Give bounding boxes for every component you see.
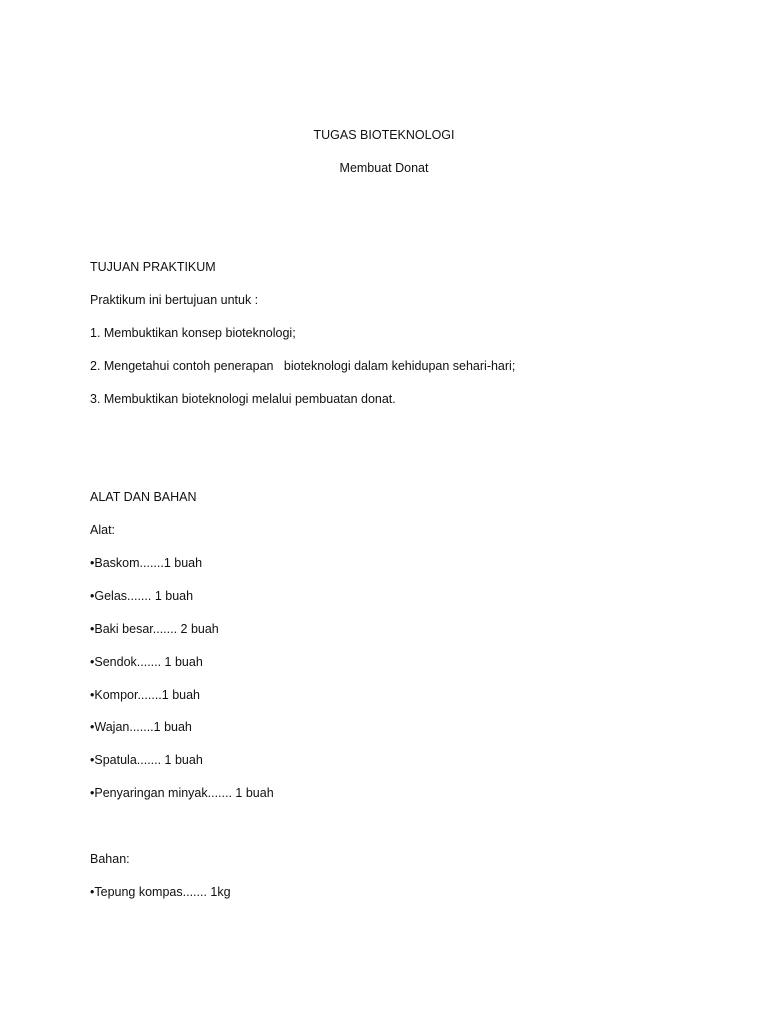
alat-item: •Gelas....... 1 buah (90, 589, 194, 603)
tujuan-intro: Praktikum ini bertujuan untuk : (90, 293, 259, 307)
document-title: TUGAS BIOTEKNOLOGI (313, 128, 455, 142)
section-heading-alat-bahan: ALAT DAN BAHAN (90, 490, 197, 504)
alat-item: •Wajan.......1 buah (90, 720, 192, 734)
document-subtitle: Membuat Donat (339, 161, 429, 175)
alat-item: •Baki besar....... 2 buah (90, 622, 219, 636)
tujuan-item: 3. Membuktikan bioteknologi melalui pembuatan donat. (90, 392, 396, 406)
alat-item: •Sendok....... 1 buah (90, 655, 203, 669)
tujuan-item: 1. Membuktikan konsep bioteknologi; (90, 326, 296, 340)
alat-item: •Kompor.......1 buah (90, 688, 200, 702)
alat-label: Alat: (90, 523, 116, 537)
tujuan-item: 2. Mengetahui contoh penerapan bioteknologi dalam kehidupan sehari-hari; (90, 359, 516, 373)
alat-item: •Baskom.......1 buah (90, 556, 203, 570)
alat-item: •Spatula....... 1 buah (90, 753, 203, 767)
section-heading-tujuan: TUJUAN PRAKTIKUM (90, 260, 216, 274)
bahan-label: Bahan: (90, 852, 130, 866)
alat-item: •Penyaringan minyak....... 1 buah (90, 786, 274, 800)
bahan-item: •Tepung kompas....... 1kg (90, 885, 231, 899)
